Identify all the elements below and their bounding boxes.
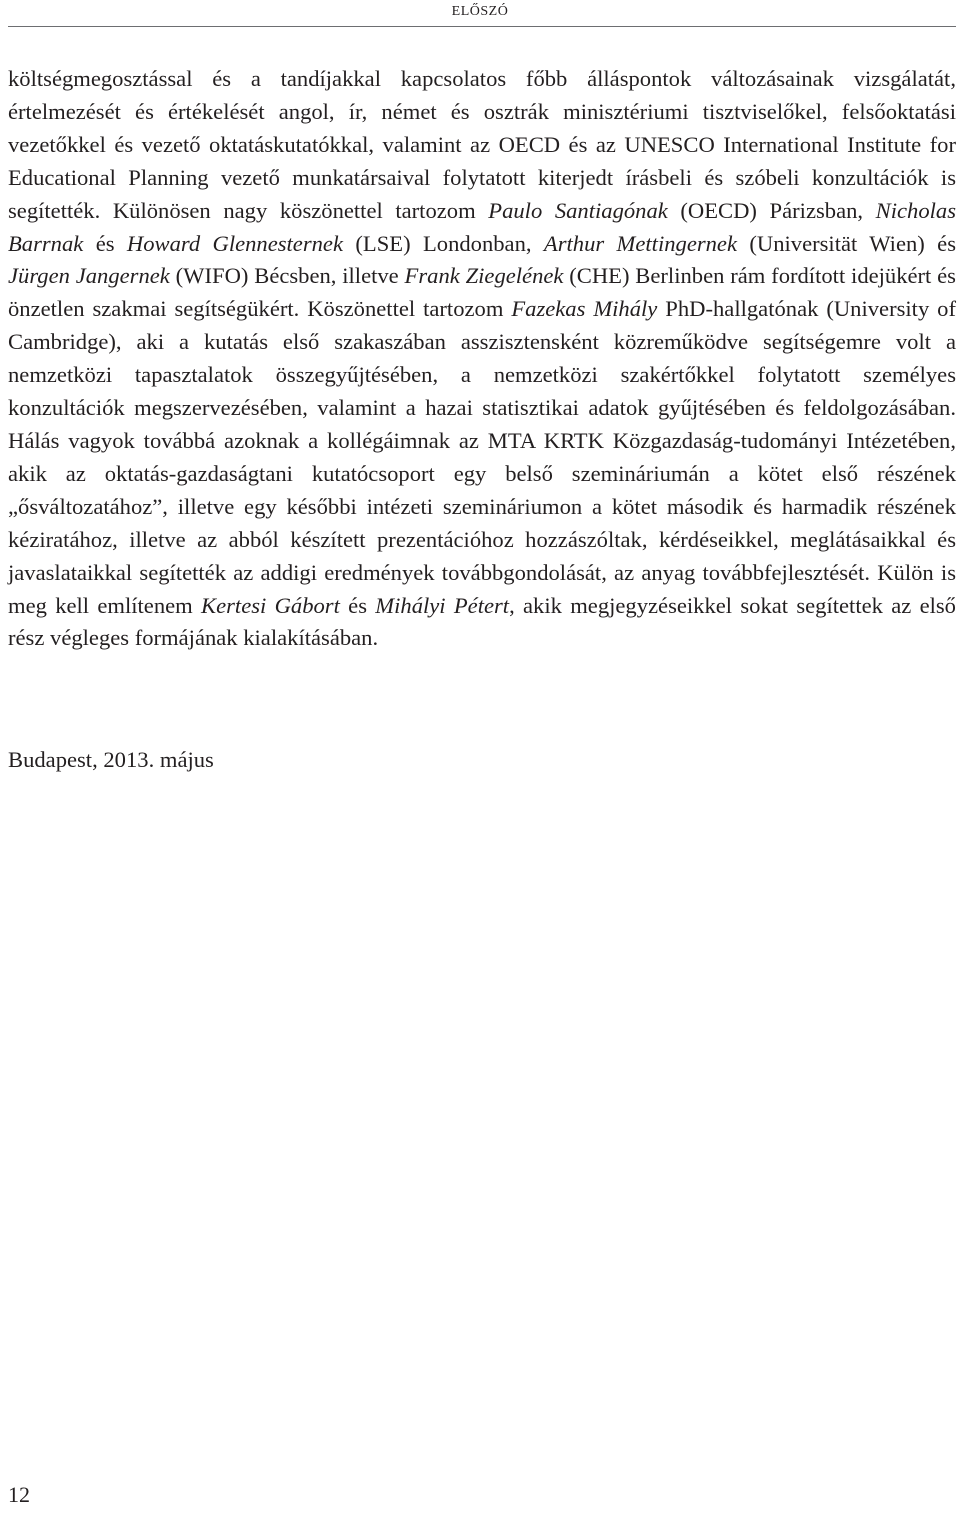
- text-run: PhD-hallgatónak (University of Cambridge), aki a kutatás első szakaszában asszisztensként közreműködve segítségemre volt a nemzetközi tapasztalatok összegyűjtésében, a nemzetközi szakértőkkel folytatott személyes konzultációk megszervezésében, valamint a hazai statisztikai adatok gyűjtésében és feldolgozásában. Hálás vagyok továbbá azoknak a kollégáimnak az MTA KRTK Közgazdaság-tudományi Intézetében, akik az oktatás-gazdaságtani kutatócsoport egy belső szemináriumán a kötet első részének „ősváltozatához”, illetve egy későbbi intézeti szemináriumon a kötet második és harmadik részének kéziratához, illetve az abból készített prezentációhoz hozzászóltak, kérdéseikkel, meglátásaikkal és javaslataikkal segítették az addigi eredmények továbbgondolását, az anyag továbbfejlesztését. Külön is meg kell említenem: [8, 296, 957, 618]
- text-run: (WIFO) Bécsben, illetve: [169, 263, 405, 289]
- italic-name-run: Frank Ziegelének: [404, 263, 564, 289]
- italic-name-run: Arthur Mettingernek: [543, 230, 737, 256]
- text-run: költségmegosztással és a tandíjakkal kapcsolatos főbb álláspontok változásainak vizsgálatát, értelmezését és értékelését angol, ír, német és osztrák minisztériumi tisztviselőkel, felsőoktatási vezetőkkel és vezető oktatáskutatókkal, valamint az OECD és az UNESCO International Institute for Educational Planning vezető munkatársaival folytatott kiterjedt írásbeli és szóbeli konzultációk is segítették. Különösen nagy köszönettel tartozom: [8, 66, 956, 223]
- text-run: és: [339, 592, 376, 618]
- italic-name-run: Paulo Santiagónak: [488, 197, 668, 223]
- text-run: (CHE) Berlinben rám fordított idejükért és önzetlen szakmai segítségükért. Köszönettel tartozom: [8, 263, 956, 322]
- italic-name-run: Howard Glennesternek: [126, 230, 343, 256]
- running-header: ELŐSZÓ: [451, 4, 509, 19]
- text-run: , akik megjegyzéseikkel sokat segítettek az első rész végleges formájának kialakításában.: [8, 592, 956, 651]
- italic-name-run: Kertesi Gábort: [201, 592, 340, 618]
- italic-name-run: Mihályi Pétert: [375, 592, 510, 618]
- text-run: (LSE) Londonban,: [343, 230, 544, 256]
- italic-name-run: Jürgen Jangernek: [8, 263, 170, 289]
- text-run: (Universität Wien) és: [737, 230, 957, 256]
- italic-name-run: Nicholas Barrnak: [8, 197, 956, 256]
- header-rule: [8, 26, 956, 27]
- text-run: (OECD) Párizsban,: [667, 197, 876, 223]
- text-run: és: [83, 230, 127, 256]
- body-paragraph: [8, 63, 956, 655]
- page-number: 12: [8, 1482, 30, 1507]
- italic-name-run: Fazekas Mihály: [511, 296, 658, 322]
- place-date: Budapest, 2013. május: [8, 747, 214, 772]
